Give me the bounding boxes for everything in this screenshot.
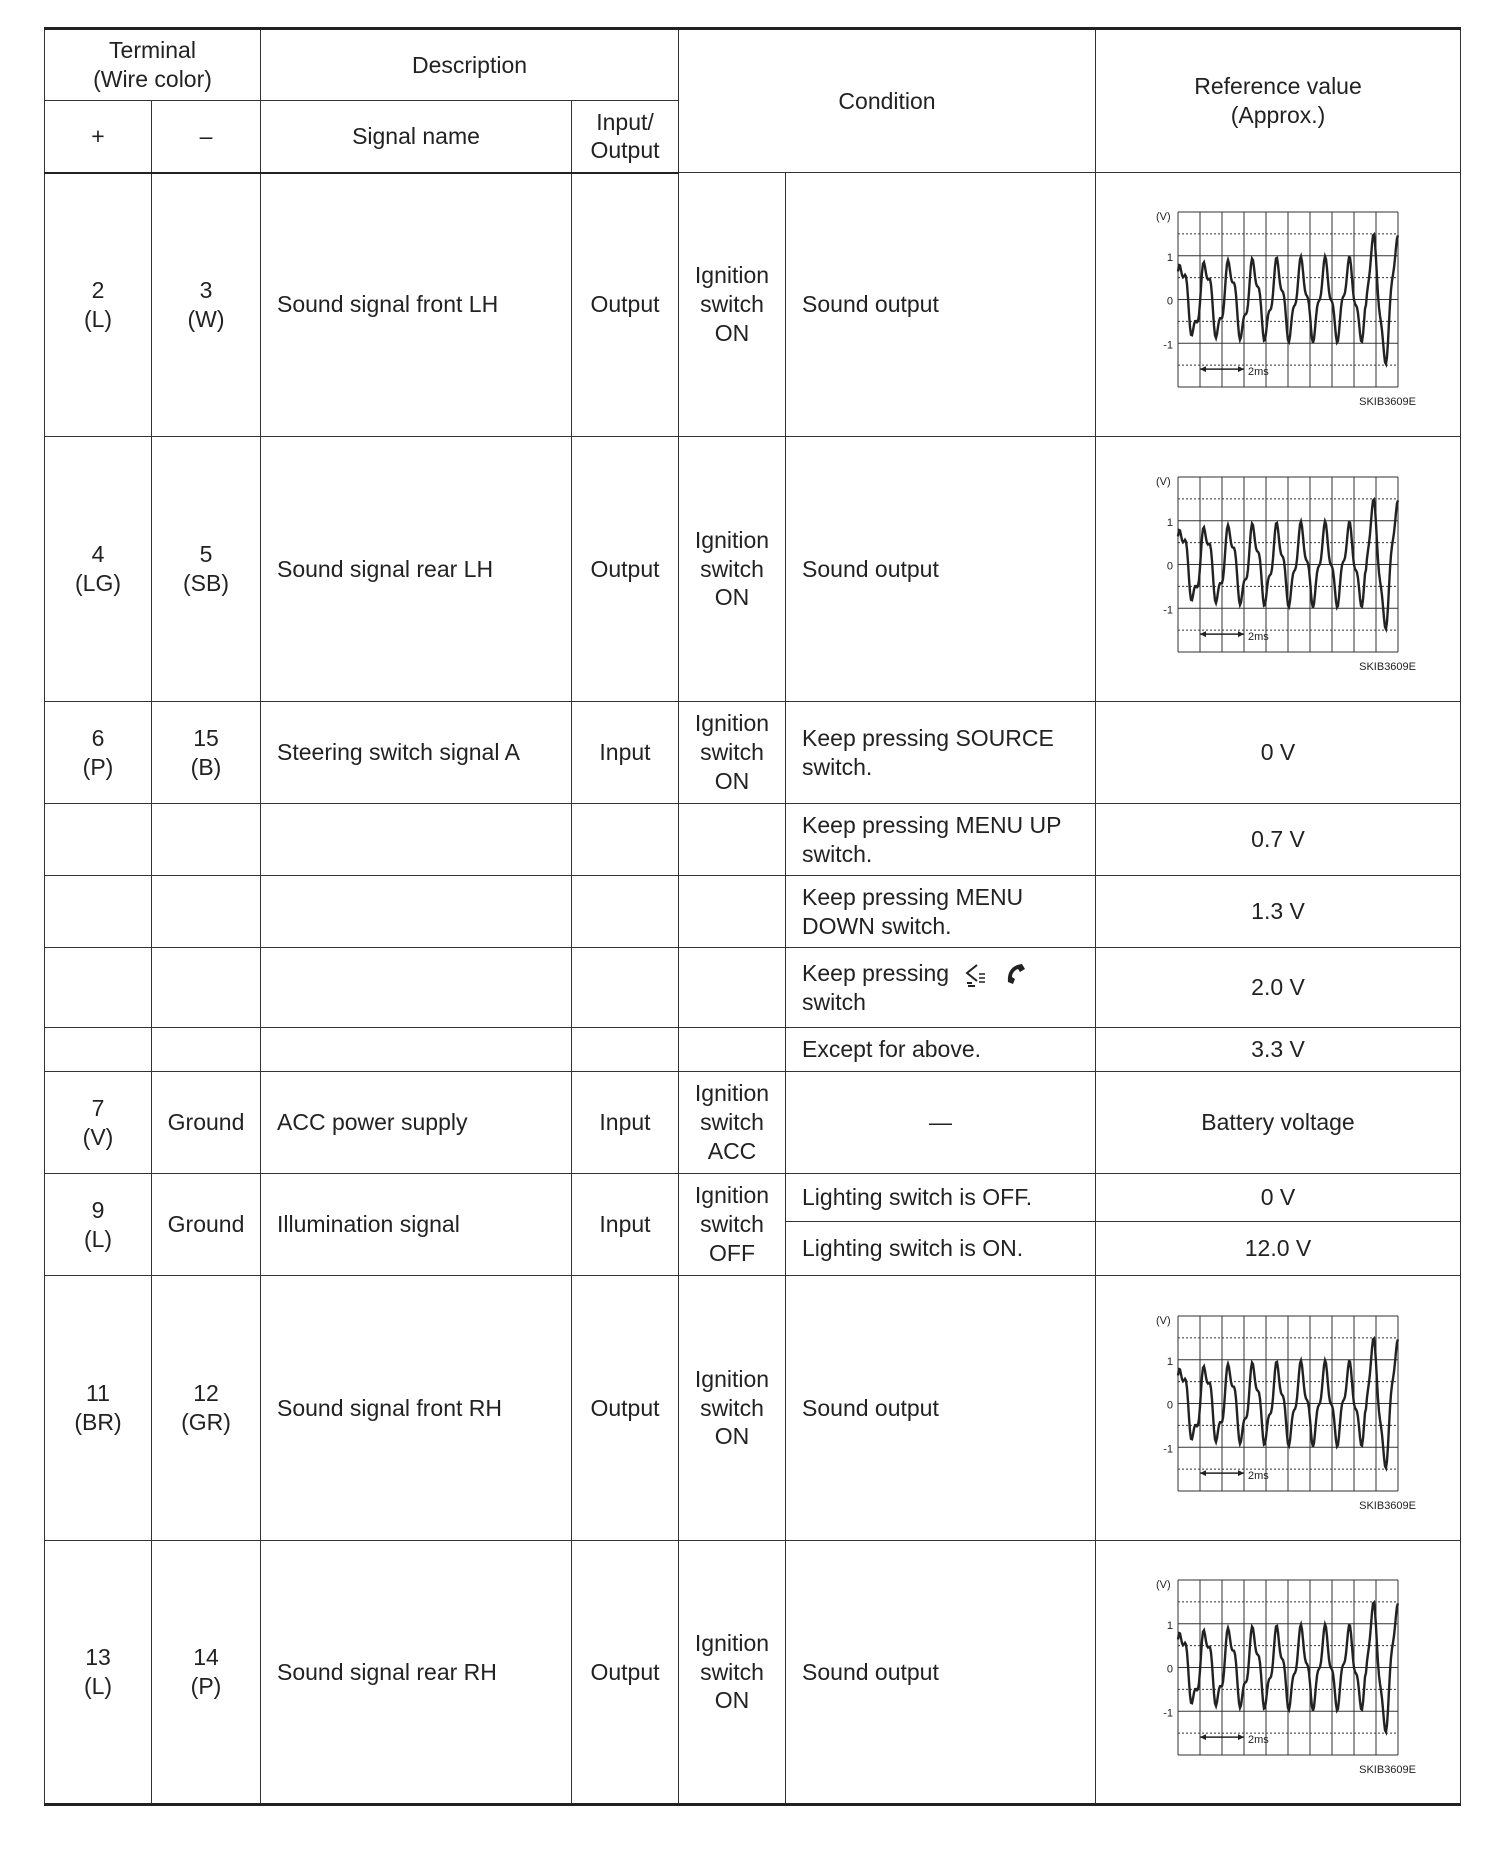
condition-detail: Lighting switch is ON. bbox=[786, 1222, 1096, 1276]
y-tick-label: -1 bbox=[1163, 1442, 1174, 1455]
y-tick-label: 1 bbox=[1166, 1355, 1174, 1368]
table-row bbox=[45, 1028, 1461, 1072]
description-header: Description bbox=[261, 29, 679, 101]
figure-code: SKIB3609E bbox=[1359, 1763, 1417, 1775]
signal-name: Illumination signal bbox=[261, 1174, 572, 1276]
approx-label: (Approx.) bbox=[1230, 102, 1326, 128]
y-tick-label: 0 bbox=[1166, 560, 1174, 572]
oscilloscope-waveform bbox=[1128, 1306, 1428, 1511]
unit-label: (V) bbox=[1156, 1314, 1171, 1327]
condition-text: Keep pressing bbox=[802, 959, 950, 986]
unit-label: (V) bbox=[1156, 1578, 1171, 1591]
minus-header: – bbox=[152, 101, 261, 173]
table-row bbox=[45, 1072, 1461, 1174]
condition-detail: Sound output bbox=[786, 1276, 1096, 1541]
input-output-header: Input/ Output bbox=[572, 101, 679, 173]
signal-name: Sound signal front LH bbox=[261, 173, 572, 437]
reference-value: 1.3 V bbox=[1096, 876, 1461, 948]
terminal-label: Terminal bbox=[109, 37, 196, 64]
y-tick-label: -1 bbox=[1163, 339, 1174, 352]
condition-detail: Keep pressing MENU UP switch. bbox=[786, 804, 1096, 876]
voice-talk-icon bbox=[963, 962, 989, 988]
waveform-cell bbox=[1096, 1541, 1461, 1805]
figure-code: SKIB3609E bbox=[1359, 1499, 1417, 1511]
minus-terminal: 14 (P) bbox=[152, 1541, 261, 1805]
terminal-reference-sheet bbox=[44, 27, 1460, 1806]
oscilloscope-waveform bbox=[1128, 467, 1428, 672]
table-row bbox=[45, 702, 1461, 804]
ignition-condition: Ignition switch ON bbox=[679, 1276, 786, 1541]
phone-handset-icon bbox=[1004, 962, 1028, 988]
plus-header: + bbox=[45, 101, 152, 173]
reference-value-header bbox=[1096, 29, 1461, 173]
reference-value: 0 V bbox=[1096, 702, 1461, 804]
reference-value: 12.0 V bbox=[1096, 1222, 1461, 1276]
minus-terminal: 3 (W) bbox=[152, 173, 261, 437]
plus-terminal: 11 (BR) bbox=[45, 1276, 152, 1541]
condition-text: switch bbox=[802, 988, 866, 1015]
time-division-label: 2ms bbox=[1248, 1733, 1269, 1746]
input-output: Input bbox=[572, 1072, 679, 1174]
figure-code: SKIB3609E bbox=[1359, 660, 1417, 672]
waveform-cell bbox=[1096, 437, 1461, 702]
condition-header: Condition bbox=[679, 29, 1096, 173]
condition-detail: Keep pressing MENU DOWN switch. bbox=[786, 876, 1096, 948]
table-row bbox=[45, 173, 1461, 437]
input-output: Input bbox=[572, 702, 679, 804]
signal-name: Sound signal front RH bbox=[261, 1276, 572, 1541]
plus-terminal: 13 (L) bbox=[45, 1541, 152, 1805]
y-tick-label: -1 bbox=[1163, 1706, 1174, 1719]
ignition-condition: Ignition switch ON bbox=[679, 1541, 786, 1805]
ignition-condition: Ignition switch ON bbox=[679, 173, 786, 437]
table-row bbox=[45, 1174, 1461, 1222]
condition-detail bbox=[786, 948, 1096, 1028]
y-tick-label: 1 bbox=[1166, 516, 1174, 529]
y-tick-label: 0 bbox=[1166, 1663, 1174, 1675]
reference-value: 3.3 V bbox=[1096, 1028, 1461, 1072]
condition-detail: Sound output bbox=[786, 437, 1096, 702]
table-row bbox=[45, 437, 1461, 702]
minus-terminal: Ground bbox=[152, 1072, 261, 1174]
input-output: Input bbox=[572, 1174, 679, 1276]
condition-detail: Sound output bbox=[786, 173, 1096, 437]
waveform-cell bbox=[1096, 173, 1461, 437]
y-tick-label: 0 bbox=[1166, 295, 1174, 308]
ignition-condition: Ignition switch ACC bbox=[679, 1072, 786, 1174]
ignition-condition: Ignition switch ON bbox=[679, 437, 786, 702]
terminal-header bbox=[45, 29, 261, 101]
minus-terminal: 5 (SB) bbox=[152, 437, 261, 702]
input-output: Output bbox=[572, 1541, 679, 1805]
oscilloscope-waveform bbox=[1128, 202, 1428, 407]
condition-detail: Except for above. bbox=[786, 1028, 1096, 1072]
table-row bbox=[45, 876, 1461, 948]
signal-name: Steering switch signal A bbox=[261, 702, 572, 804]
signal-name: Sound signal rear RH bbox=[261, 1541, 572, 1805]
wire-color-label: (Wire color) bbox=[93, 66, 212, 92]
unit-label: (V) bbox=[1156, 211, 1171, 223]
figure-code: SKIB3609E bbox=[1359, 396, 1417, 407]
input-output: Output bbox=[572, 1276, 679, 1541]
ignition-condition: Ignition switch OFF bbox=[679, 1174, 786, 1276]
reference-value: 2.0 V bbox=[1096, 948, 1461, 1028]
oscilloscope-waveform bbox=[1128, 1570, 1428, 1775]
y-tick-label: -1 bbox=[1163, 603, 1174, 616]
minus-terminal: 15 (B) bbox=[152, 702, 261, 804]
table-row bbox=[45, 1276, 1461, 1541]
waveform-cell bbox=[1096, 1276, 1461, 1541]
condition-detail: Lighting switch is OFF. bbox=[786, 1174, 1096, 1222]
y-tick-label: 1 bbox=[1166, 251, 1174, 264]
condition-detail: Sound output bbox=[786, 1541, 1096, 1805]
plus-terminal: 9 (L) bbox=[45, 1174, 152, 1276]
plus-terminal: 2 (L) bbox=[45, 173, 152, 437]
time-division-label: 2ms bbox=[1248, 1469, 1269, 1482]
condition-detail: — bbox=[786, 1072, 1096, 1174]
reference-value: 0 V bbox=[1096, 1174, 1461, 1222]
time-division-label: 2ms bbox=[1248, 366, 1269, 379]
condition-detail: Keep pressing SOURCE switch. bbox=[786, 702, 1096, 804]
unit-label: (V) bbox=[1156, 475, 1171, 488]
signal-name-header: Signal name bbox=[261, 101, 572, 173]
table-row bbox=[45, 1541, 1461, 1805]
table-row bbox=[45, 948, 1461, 1028]
reference-value: Battery voltage bbox=[1096, 1072, 1461, 1174]
terminal-table bbox=[44, 27, 1461, 1806]
plus-terminal: 4 (LG) bbox=[45, 437, 152, 702]
minus-terminal: Ground bbox=[152, 1174, 261, 1276]
minus-terminal: 12 (GR) bbox=[152, 1276, 261, 1541]
reference-value-label: Reference value bbox=[1194, 73, 1362, 100]
signal-name: ACC power supply bbox=[261, 1072, 572, 1174]
y-tick-label: 0 bbox=[1166, 1399, 1174, 1411]
table-row bbox=[45, 804, 1461, 876]
time-division-label: 2ms bbox=[1248, 630, 1269, 643]
input-output: Output bbox=[572, 173, 679, 437]
input-output: Output bbox=[572, 437, 679, 702]
plus-terminal: 6 (P) bbox=[45, 702, 152, 804]
y-tick-label: 1 bbox=[1166, 1619, 1174, 1632]
signal-name: Sound signal rear LH bbox=[261, 437, 572, 702]
plus-terminal: 7 (V) bbox=[45, 1072, 152, 1174]
ignition-condition: Ignition switch ON bbox=[679, 702, 786, 804]
reference-value: 0.7 V bbox=[1096, 804, 1461, 876]
